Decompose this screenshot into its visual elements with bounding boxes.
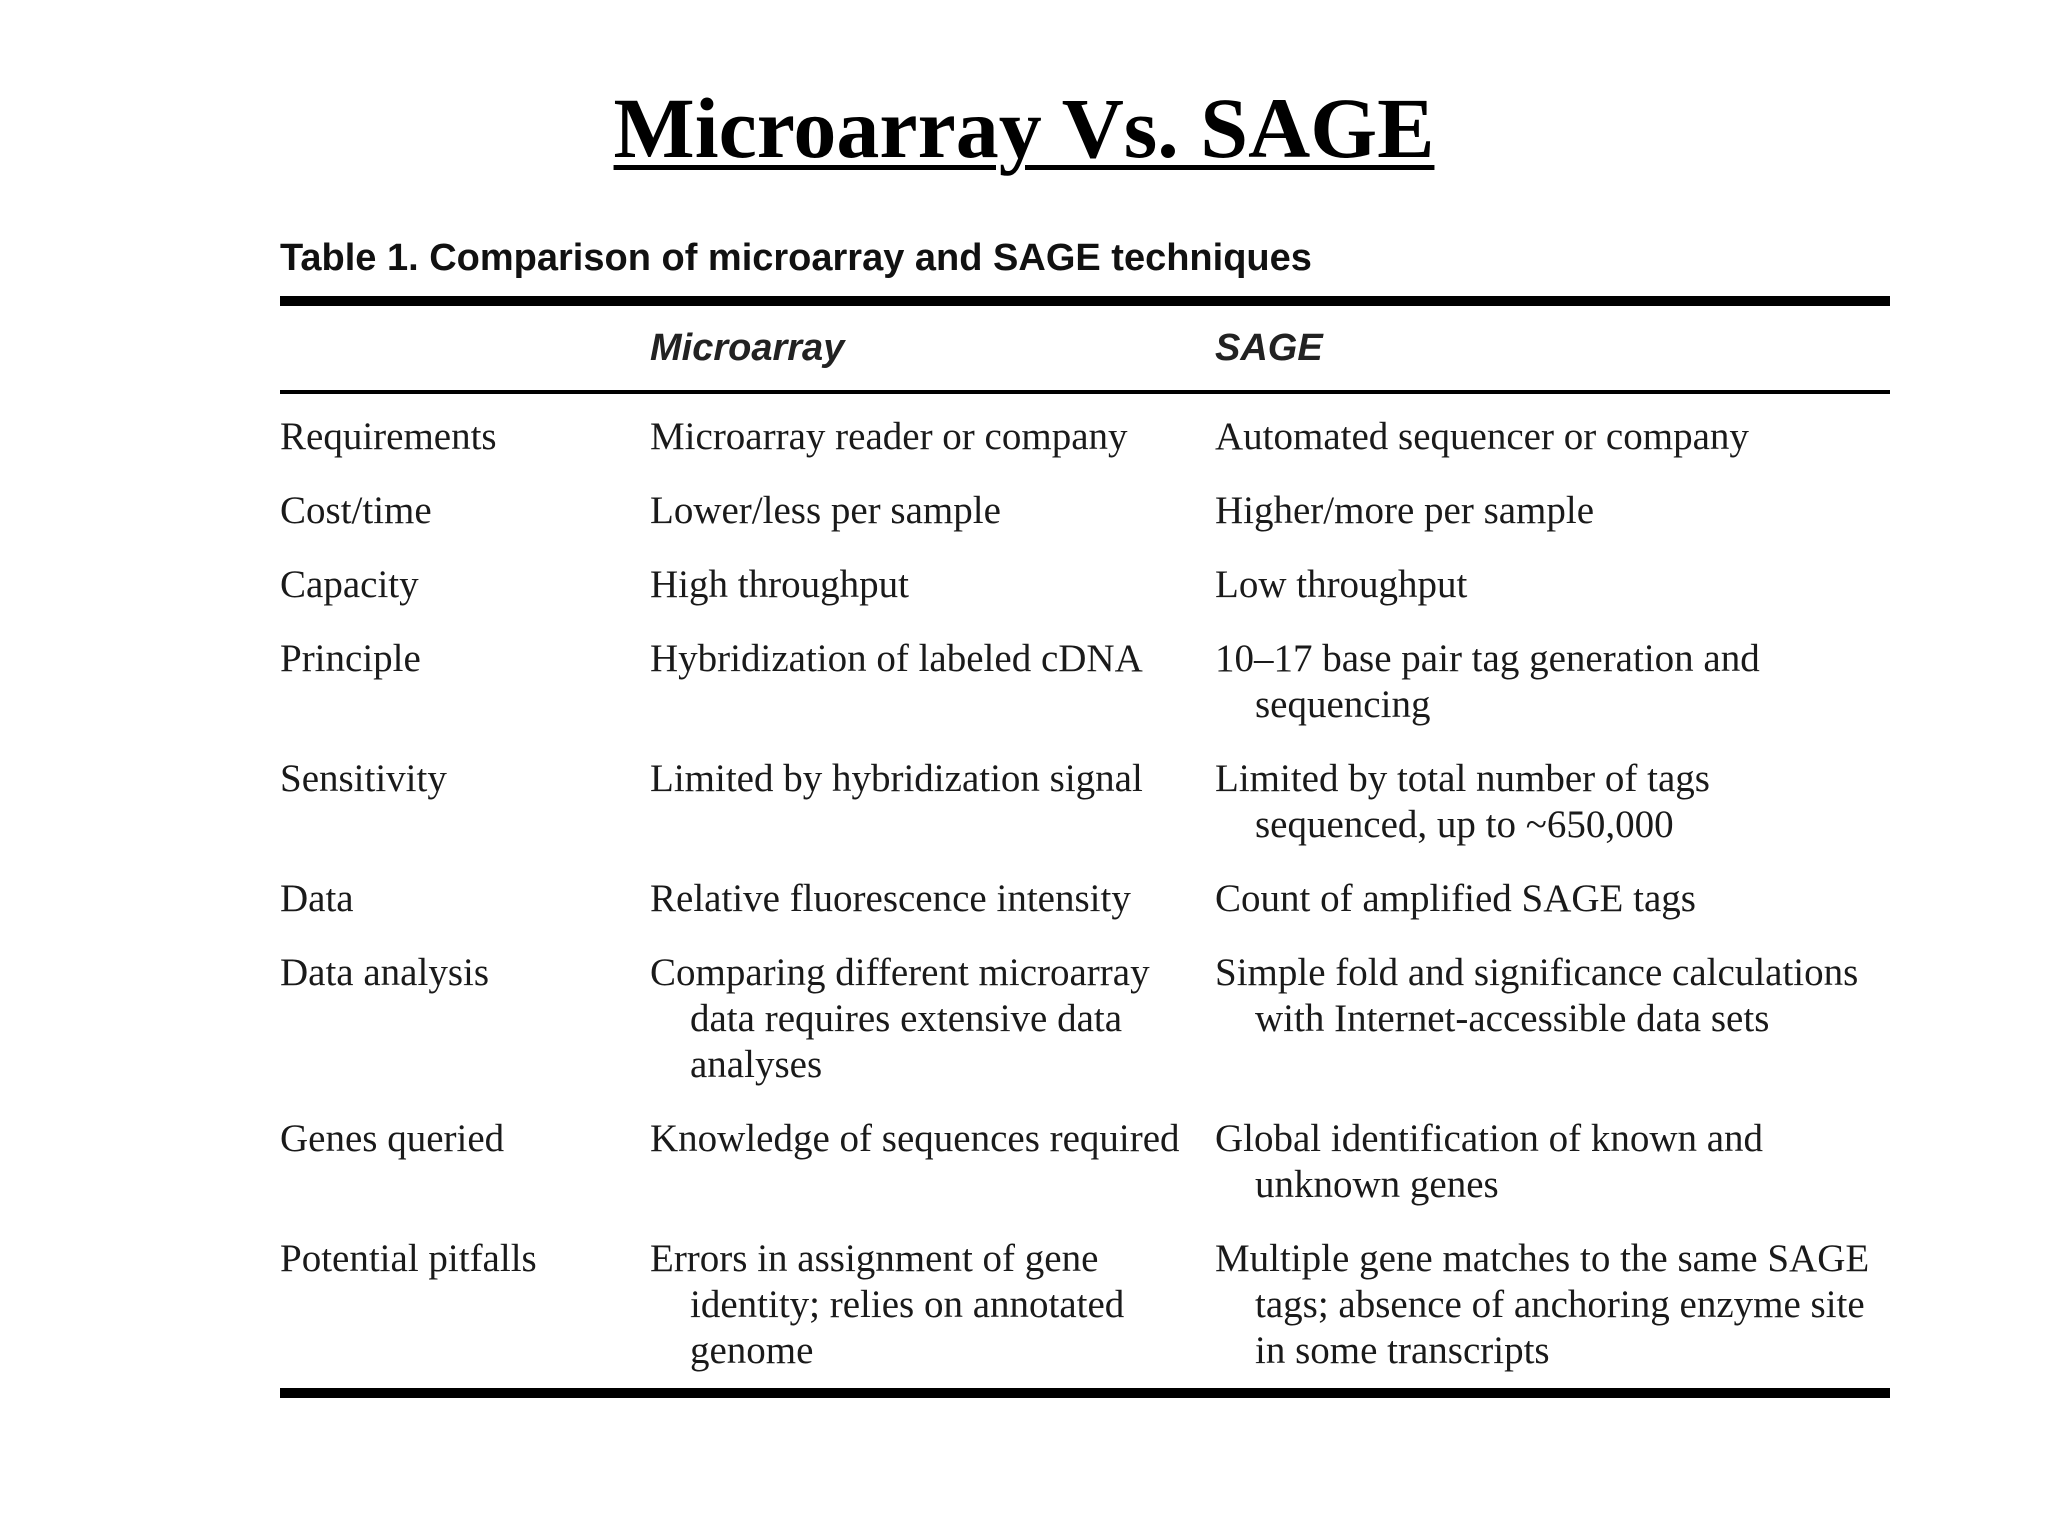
table-row bbox=[280, 950, 1890, 1088]
page-title-text: Microarray Vs. SAGE bbox=[613, 80, 1435, 176]
microarray-cell: Relative fluorescence intensity bbox=[650, 877, 1131, 920]
table-row bbox=[280, 414, 1890, 460]
microarray-cell: Limited by hybridization signal bbox=[650, 757, 1143, 800]
row-label: Potential pitfalls bbox=[280, 1237, 537, 1280]
sage-cell: 10–17 base pair tag generation and sequencing bbox=[1215, 637, 1760, 726]
row-label: Sensitivity bbox=[280, 757, 447, 800]
table-row bbox=[280, 488, 1890, 534]
comparison-table bbox=[280, 234, 1890, 1398]
row-label: Genes queried bbox=[280, 1117, 505, 1160]
row-label: Requirements bbox=[280, 415, 497, 458]
row-label: Capacity bbox=[280, 563, 419, 606]
sage-cell: Limited by total number of tags sequenced, up to ~650,000 bbox=[1215, 757, 1710, 846]
sage-cell: Global identification of known and unknown genes bbox=[1215, 1117, 1764, 1206]
row-label: Data bbox=[280, 877, 354, 920]
table-row bbox=[280, 562, 1890, 608]
table-row bbox=[280, 636, 1890, 728]
table-row bbox=[280, 1236, 1890, 1374]
microarray-cell: Lower/less per sample bbox=[650, 489, 1001, 532]
table-row bbox=[280, 1116, 1890, 1208]
microarray-cell: Comparing different microarray data requires extensive data analyses bbox=[650, 951, 1150, 1086]
table-body bbox=[280, 394, 1890, 1388]
header-microarray: Microarray bbox=[650, 327, 845, 369]
sage-cell: Multiple gene matches to the same SAGE tags; absence of anchoring enzyme site in some transcripts bbox=[1215, 1237, 1870, 1372]
microarray-cell: Errors in assignment of gene identity; relies on annotated genome bbox=[650, 1237, 1125, 1372]
page-title bbox=[0, 78, 2048, 178]
microarray-cell: Hybridization of labeled cDNA bbox=[650, 637, 1143, 680]
sage-cell: Simple fold and significance calculations with Internet-accessible data sets bbox=[1215, 951, 1859, 1040]
row-label: Cost/time bbox=[280, 489, 432, 532]
table-row bbox=[280, 876, 1890, 922]
header-sage: SAGE bbox=[1215, 327, 1323, 369]
row-label: Principle bbox=[280, 637, 421, 680]
microarray-cell: High throughput bbox=[650, 563, 909, 606]
sage-cell: Low throughput bbox=[1215, 563, 1468, 606]
microarray-cell: Knowledge of sequences required bbox=[650, 1117, 1180, 1160]
sage-cell: Higher/more per sample bbox=[1215, 489, 1595, 532]
sage-cell: Automated sequencer or company bbox=[1215, 415, 1749, 458]
table-top-rule bbox=[280, 296, 1890, 306]
table-caption: Table 1. Comparison of microarray and SAGE techniques bbox=[280, 237, 1312, 279]
sage-cell: Count of amplified SAGE tags bbox=[1215, 877, 1696, 920]
table-row bbox=[280, 756, 1890, 848]
table-header-row bbox=[280, 306, 1890, 390]
table-bottom-rule bbox=[280, 1388, 1890, 1398]
row-label: Data analysis bbox=[280, 951, 490, 994]
microarray-cell: Microarray reader or company bbox=[650, 415, 1128, 458]
